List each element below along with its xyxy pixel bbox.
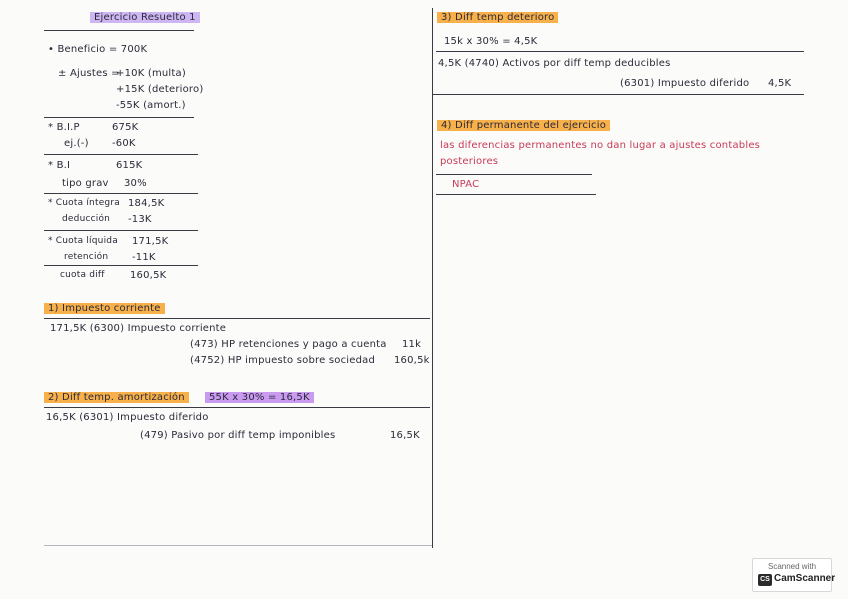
section-2-title: 2) Diff temp. amortización — [44, 392, 189, 403]
section-4-title: 4) Diff permanente del ejercicio — [437, 120, 610, 131]
column-divider — [432, 8, 433, 548]
exercise-title: Ejercicio Resuelto 1 — [90, 12, 200, 23]
section-3-bottom-rule — [432, 94, 804, 95]
divider-bi — [44, 193, 198, 194]
divider-cuota-integra — [44, 230, 198, 231]
left-bottom-rule — [44, 545, 432, 546]
ajustes-label: ± Ajustes = — [58, 68, 120, 79]
title-underline — [44, 30, 194, 31]
section-2-credit-value: 16,5K — [390, 430, 420, 441]
section-4-note-line-2: posteriores — [440, 156, 499, 167]
divider-bip — [44, 154, 198, 155]
section-1-credit-hp: (4752) HP impuesto sobre sociedad — [190, 355, 376, 366]
section-1-debit: 171,5K (6300) Impuesto corriente — [50, 323, 227, 334]
section-1-credit-hp-value: 160,5k — [394, 355, 430, 366]
cuota-integra-label: * Cuota íntegra — [48, 198, 120, 208]
section-2-credit: (479) Pasivo por diff temp imponibles — [140, 430, 336, 441]
watermark-caption: Scanned with — [767, 562, 817, 571]
npac-label: NPAC — [452, 179, 480, 190]
divider-ajustes — [44, 117, 194, 118]
section-3-title: 3) Diff temp deterioro — [437, 12, 558, 23]
camscanner-logo-icon: CS — [758, 574, 772, 586]
cuota-diff-label: cuota diff — [60, 270, 105, 280]
ajuste-deterioro: +15K (deterioro) — [116, 84, 204, 95]
section-2-rule — [44, 407, 430, 408]
section-4-bottom-rule — [436, 194, 596, 195]
ajuste-amortizacion: -55K (amort.) — [116, 100, 186, 111]
retencion-label: retención — [64, 252, 109, 262]
cuota-liquida-value: 171,5K — [132, 236, 169, 247]
section-1-rule — [44, 318, 430, 319]
cuota-integra-value: 184,5K — [128, 198, 165, 209]
section-3-calculation: 15k x 30% = 4,5K — [444, 36, 538, 47]
ej-value: -60K — [112, 138, 136, 149]
tipo-value: 30% — [124, 178, 147, 189]
bip-value: 675K — [112, 122, 139, 133]
deduccion-value: -13K — [128, 214, 152, 225]
section-2-calculation: 55K x 30% = 16,5K — [205, 392, 314, 403]
cuota-liquida-label: * Cuota líquida — [48, 236, 118, 246]
tipo-label: tipo grav — [62, 178, 109, 189]
section-3-credit-value: 4,5K — [768, 78, 792, 89]
section-1-credit-retenciones: (473) HP retenciones y pago a cuenta — [190, 339, 387, 350]
section-4-note-line-1: las diferencias permanentes no dan lugar a ajustes contables — [440, 140, 761, 151]
bip-label: * B.I.P — [48, 122, 80, 133]
section-1-credit-retenciones-value: 11k — [402, 339, 422, 350]
bi-label: * B.I — [48, 160, 71, 171]
deduccion-label: deducción — [62, 214, 111, 224]
divider-cuota-liquida — [44, 265, 198, 266]
ej-label: ej.(-) — [64, 138, 89, 149]
section-2-debit: 16,5K (6301) Impuesto diferido — [46, 412, 209, 423]
section-3-rule — [436, 51, 804, 52]
ajuste-multa: +10K (multa) — [116, 68, 186, 79]
cuota-diff-value: 160,5K — [130, 270, 167, 281]
section-4-rule — [436, 174, 592, 175]
beneficio-text: • Beneficio = 700K — [48, 44, 148, 55]
section-3-debit: 4,5K (4740) Activos por diff temp deducibles — [438, 58, 671, 69]
camscanner-watermark — [752, 558, 836, 592]
bi-value: 615K — [116, 160, 143, 171]
retencion-value: -11K — [132, 252, 156, 263]
section-3-credit: (6301) Impuesto diferido — [620, 78, 750, 89]
section-1-title: 1) Impuesto corriente — [44, 303, 165, 314]
watermark-brand: CamScanner — [774, 573, 836, 584]
